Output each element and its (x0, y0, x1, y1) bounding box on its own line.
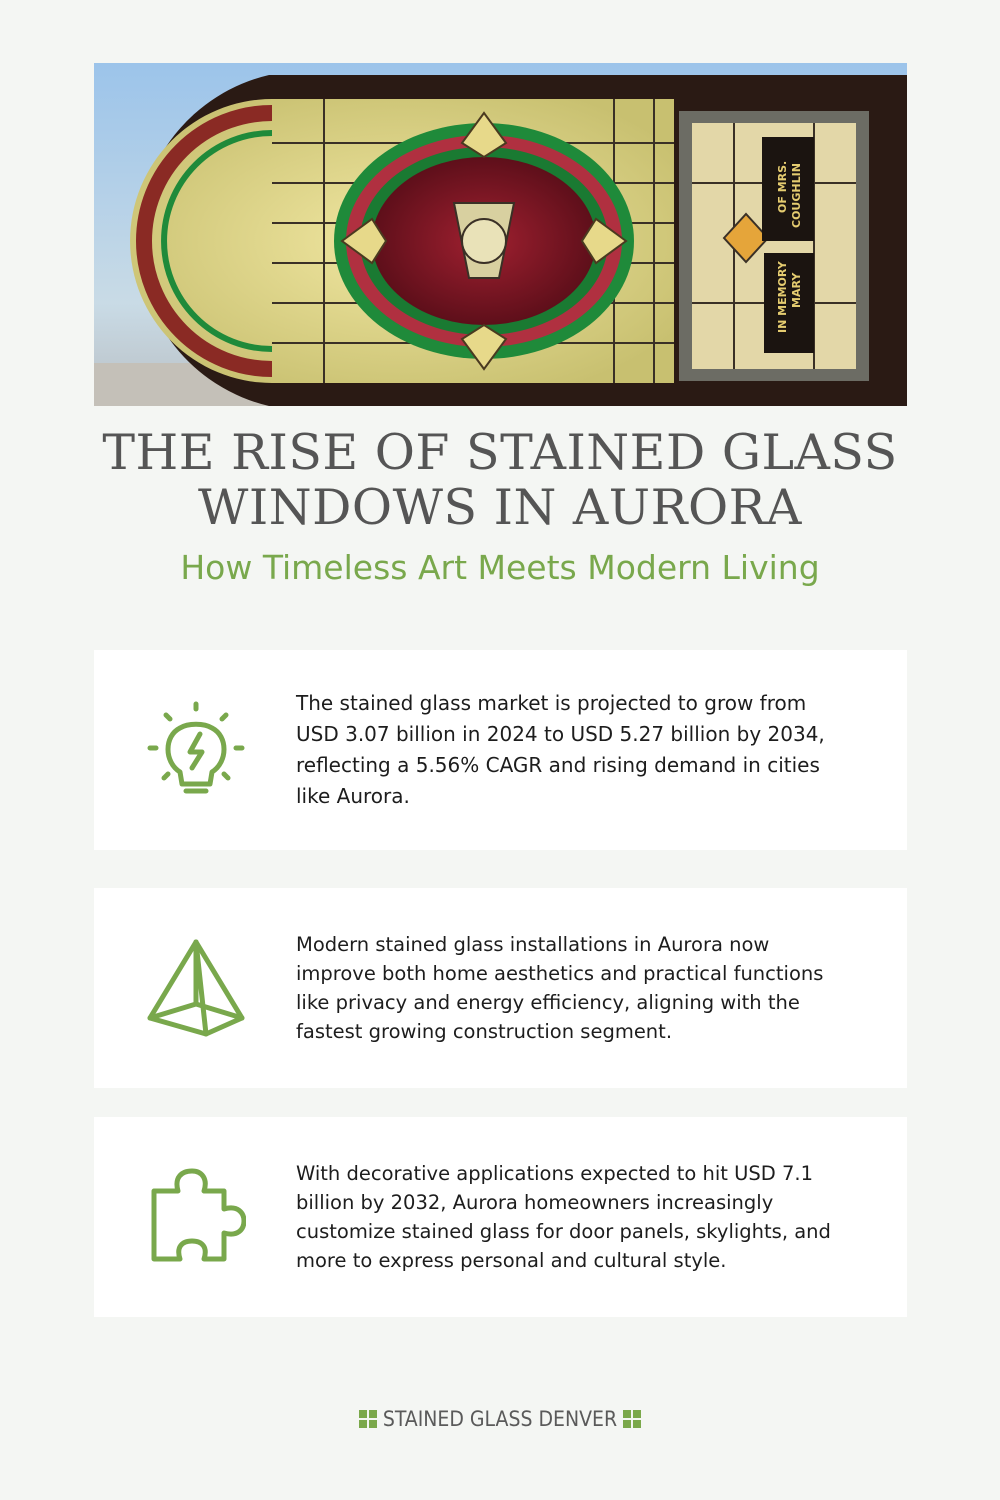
page-subtitle: How Timeless Art Meets Modern Living (180, 548, 820, 587)
window-inscription-3: IN MEMORY (776, 261, 789, 333)
hero-image (94, 63, 907, 406)
logo-squares-right-icon (623, 1410, 641, 1428)
info-card-text: The stained glass market is projected to grow from USD 3.07 billion in 2024 to USD 5.27 billion by 2034, reflecting a 5.56% CAGR and rising demand in cities like Aurora. (296, 691, 825, 808)
info-card-installations (94, 888, 907, 1088)
window-inscription-4: MARY (790, 272, 803, 308)
page-title-line-2: WINDOWS IN AURORA (198, 479, 802, 536)
info-card-text: Modern stained glass installations in Aurora now improve both home aesthetics and practical functions like privacy and energy efficiency, aligning with the fastest growing construction segment. (296, 933, 824, 1043)
stained-glass-window-illustration (94, 63, 907, 406)
logo-squares-left-icon (359, 1410, 377, 1428)
info-card-decorative (94, 1117, 907, 1317)
puzzle-piece-icon (146, 1167, 246, 1267)
pyramid-icon (146, 938, 246, 1038)
page-title-line-1: THE RISE OF STAINED GLASS (102, 424, 898, 481)
page-title (0, 425, 1000, 535)
footer-logo (0, 1404, 1000, 1434)
footer-brand: STAINED GLASS DENVER (382, 1407, 618, 1431)
info-card-text: With decorative applications expected to hit USD 7.1 billion by 2032, Aurora homeowners increasingly customize stained glass for door panels, skylights, and more to express personal and cultural style. (296, 1162, 831, 1272)
window-inscription-2: COUGHLIN (790, 163, 803, 228)
lightbulb-icon (146, 700, 246, 800)
window-inscription-1: OF MRS. (776, 160, 789, 213)
info-card-market-growth (94, 650, 907, 850)
